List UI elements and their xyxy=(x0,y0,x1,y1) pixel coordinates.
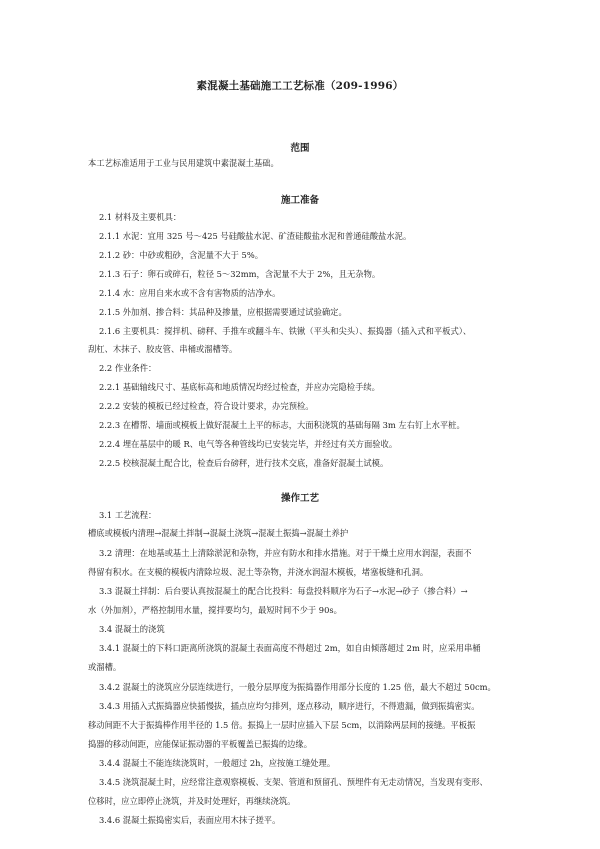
process-line: 水（外加剂），严格控制用水量，搅拌要均匀，最短时间不少于 90s。 xyxy=(88,605,342,615)
prep-line: 2.2.3 在槽帮、墙面或模板上做好混凝土上平的标志，大面积浇筑的基础每隔 3m 左右钉上水平桩。 xyxy=(99,420,465,430)
prep-line: 2.1.1 水泥：宜用 325 号～425 号硅酸盐水泥、矿渣硅酸盐水泥和普通硅酸盐水泥。 xyxy=(99,231,412,241)
section-heading-scope: 范围 xyxy=(290,143,310,154)
prep-line: 2.2.4 埋在基层中的暖 R、电气等各种管线均已安装完毕，并经过有关方面验收。 xyxy=(99,439,398,449)
process-line: 3.4.4 混凝土不能连续浇筑时，一般超过 2h，应按施工缝处理。 xyxy=(99,758,336,768)
prep-line: 2.1.6 主要机具：搅拌机、磅秤、手推车或翻斗车、铁锹（平头和尖头）、振捣器（插入式和平板式）、 xyxy=(99,326,472,336)
process-line: 3.4 混凝土的浇筑 xyxy=(99,624,165,634)
process-line: 槽底或模板内清理→混凝土拌制→混凝土浇筑→混凝土振捣→混凝土养护 xyxy=(88,528,349,538)
process-line: 捣器的移动间距，应能保证振动器的平板覆盖已振捣的边缘。 xyxy=(88,739,313,749)
process-line: 移动间距不大于振捣棒作用半径的 1.5 倍。振捣上一层时应插入下层 5cm，以消除两层间的接缝。平板振 xyxy=(88,720,476,730)
process-line: 3.4.6 混凝土振捣密实后，表面应用木抹子搓平。 xyxy=(99,815,281,825)
section-heading-process: 操作工艺 xyxy=(280,493,319,504)
process-line: 3.4.5 浇筑混凝土时，应经常注意观察模板、支架、管道和预留孔、预埋件有无走动情况，当发现有变形、 xyxy=(99,777,488,787)
section-heading-prep: 施工准备 xyxy=(280,195,319,206)
document-title: 素混凝土基础施工工艺标准（209-1996） xyxy=(196,80,404,92)
prep-line: 2.1.2 砂：中砂或粗砂，含泥量不大于 5%。 xyxy=(99,250,264,260)
process-line: 3.1 工艺流程： xyxy=(99,510,157,520)
scope-text: 本工艺标准适用于工业与民用建筑中素混凝土基础。 xyxy=(88,158,279,168)
prep-line: 2.2 作业条件： xyxy=(99,363,157,373)
process-line: 得留有积水。在支模的模板内清除垃圾、泥土等杂物，并浇水润湿木模板，堵塞板缝和孔洞。 xyxy=(88,567,429,577)
process-line: 3.4.2 混凝土的浇筑应分层连续进行，一般分层厚度为振捣器作用部分长度的 1.25 倍，最大不超过 50cm。 xyxy=(99,682,496,692)
process-line: 3.3 混凝土拌制：后台要认真按混凝土的配合比投料：每盘投料顺序为石子→水泥→砂子（掺合料）→ xyxy=(99,586,468,596)
process-line: 或溜槽。 xyxy=(88,662,122,672)
prep-line: 2.1.4 水：应用自来水或不含有害物质的洁净水。 xyxy=(99,288,281,298)
prep-line: 2.1.3 石子：卵石或碎石，粒径 5～32mm，含泥量不大于 2%，且无杂物。 xyxy=(99,269,381,279)
process-line: 3.4.1 混凝土的下料口距离所浇筑的混凝土表面高度不得超过 2m，如自由倾落超过 2m 时，应采用串桶 xyxy=(99,643,481,653)
prep-line: 2.1 材料及主要机具： xyxy=(99,212,182,222)
prep-line: 2.2.2 安装的模板已经过检查，符合设计要求，办完预检。 xyxy=(99,401,314,411)
prep-line: 2.2.1 基础轴线尺寸、基底标高和地质情况均经过检查，并应办完隐检手续。 xyxy=(99,382,380,392)
process-line: 3.2 清理：在地基或基土上清除淤泥和杂物，并应有防水和排水措施。对于干燥土应用水润湿，表面不 xyxy=(99,548,472,558)
process-line: 位移时，应立即停止浇筑，并及时处理好，再继续浇筑。 xyxy=(88,796,296,806)
prep-line: 刮杠、木抹子、胶皮管、串桶或溜槽等。 xyxy=(88,344,238,354)
prep-line: 2.2.5 校核混凝土配合比，检查后台磅秤，进行技术交底，准备好混凝土试模。 xyxy=(99,458,389,468)
prep-line: 2.1.5 外加剂、掺合料：其品种及掺量，应根据需要通过试验确定。 xyxy=(99,307,347,317)
process-line: 3.4.3 用插入式振捣器应快插慢拔，插点应均匀排列，逐点移动，顺序进行，不得遗漏，做到振捣密实。 xyxy=(99,701,480,711)
